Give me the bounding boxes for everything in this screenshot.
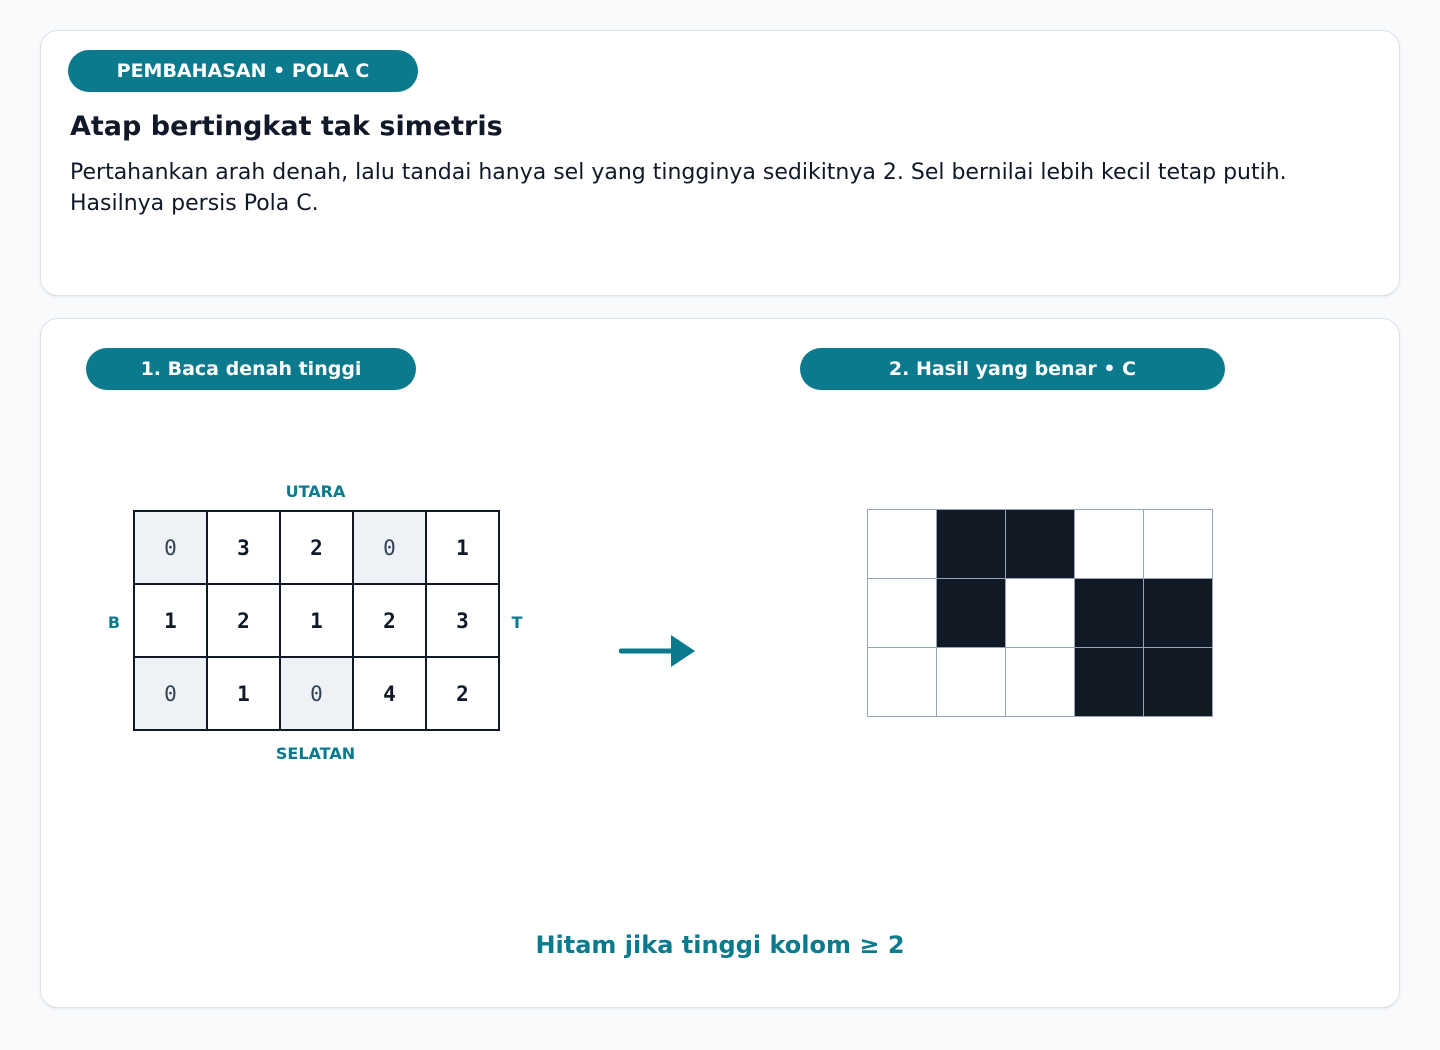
result-cell-white — [868, 579, 937, 648]
result-cell-white — [1006, 648, 1075, 717]
pattern-badge: PEMBAHASAN • POLA C — [68, 50, 418, 92]
step2-label: 2. Hasil yang benar • C — [800, 348, 1225, 390]
height-cell: 0 — [281, 658, 354, 731]
solution-card — [40, 318, 1400, 1008]
result-cell-black — [1144, 579, 1213, 648]
height-cell: 1 — [208, 658, 281, 731]
result-cell-black — [1144, 648, 1213, 717]
explanation-title: Atap bertingkat tak simetris — [70, 111, 503, 142]
compass-south-label: SELATAN — [275, 744, 356, 763]
result-cell-black — [1006, 510, 1075, 579]
result-cell-white — [868, 510, 937, 579]
height-cell: 0 — [135, 512, 208, 585]
result-cell-white — [1006, 579, 1075, 648]
height-cell: 4 — [354, 658, 427, 731]
result-cell-white — [1075, 510, 1144, 579]
result-pattern-grid — [867, 509, 1213, 717]
result-cell-black — [1075, 579, 1144, 648]
height-cell: 0 — [354, 512, 427, 585]
height-cell: 2 — [354, 585, 427, 658]
result-cell-white — [868, 648, 937, 717]
height-cell: 1 — [427, 512, 500, 585]
height-cell: 2 — [281, 512, 354, 585]
result-cell-black — [1075, 648, 1144, 717]
height-cell: 3 — [208, 512, 281, 585]
height-cell: 3 — [427, 585, 500, 658]
explanation-card — [40, 30, 1400, 296]
rule-caption: Hitam jika tinggi kolom ≥ 2 — [535, 931, 905, 959]
result-cell-white — [937, 648, 1006, 717]
compass-west-label: B — [107, 613, 121, 632]
height-cell: 0 — [135, 658, 208, 731]
compass-north-label: UTARA — [285, 482, 346, 501]
height-cell: 1 — [281, 585, 354, 658]
height-map-grid — [133, 510, 500, 731]
height-cell: 2 — [208, 585, 281, 658]
height-cell: 1 — [135, 585, 208, 658]
result-cell-black — [937, 510, 1006, 579]
compass-east-label: T — [511, 613, 523, 632]
height-cell: 2 — [427, 658, 500, 731]
result-cell-black — [937, 579, 1006, 648]
result-cell-white — [1144, 510, 1213, 579]
step1-label: 1. Baca denah tinggi — [86, 348, 416, 390]
arrow-right-icon — [619, 633, 699, 669]
explanation-description: Pertahankan arah denah, lalu tandai hanya sel yang tingginya sedikitnya 2. Sel bernilai lebih kecil tetap putih. Hasilnya persis Pola C. — [70, 160, 1287, 216]
